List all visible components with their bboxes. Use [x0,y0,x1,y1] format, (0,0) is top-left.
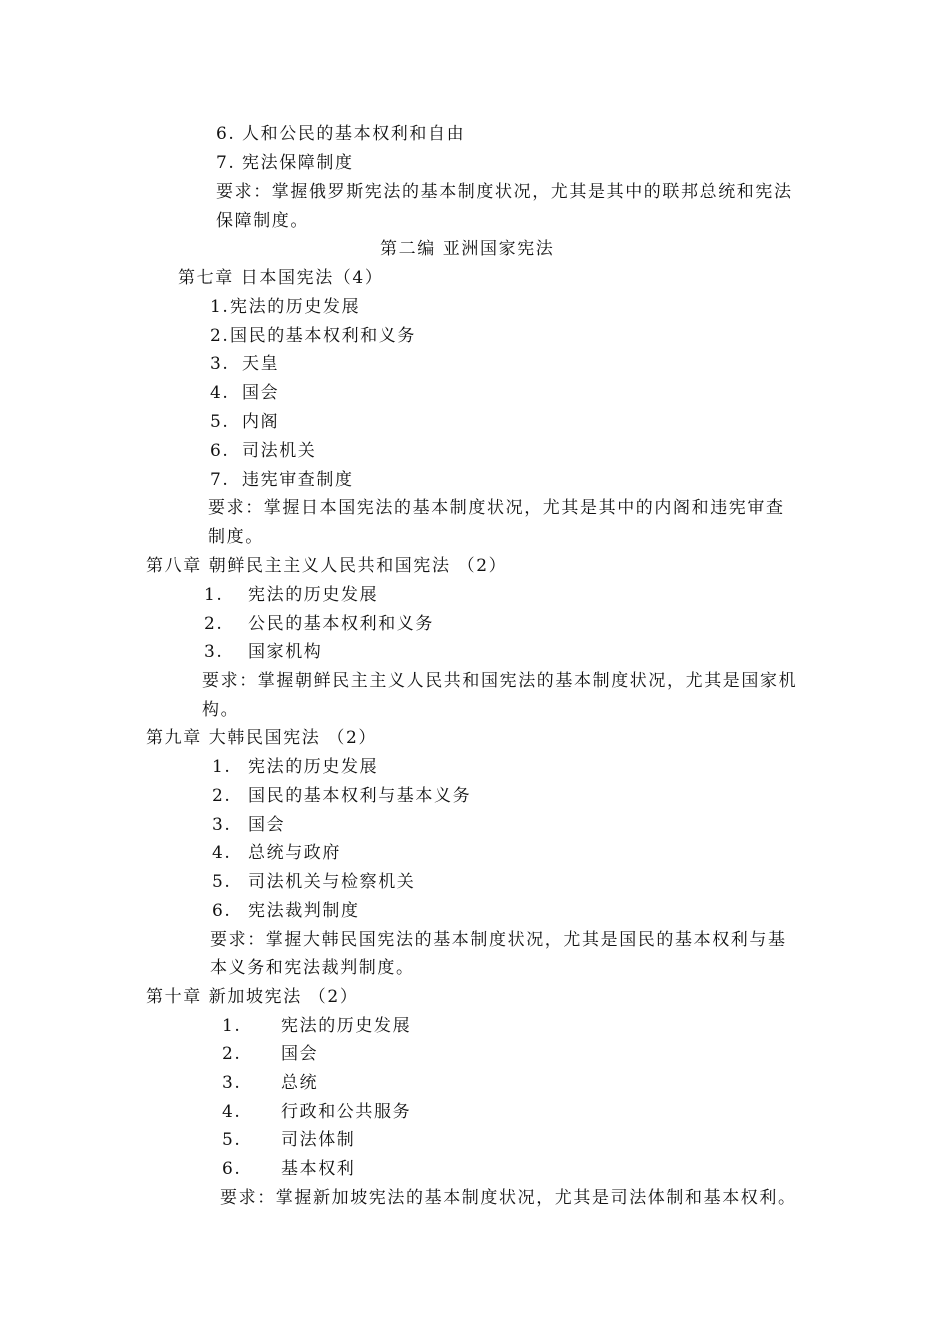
item-text: 国会 [248,815,286,835]
requirement-text-continued: 本义务和宪法裁判制度。 [210,958,415,978]
requirement-text: 要求：掌握朝鲜民主主义人民共和国宪法的基本制度状况，尤其是国家机 [202,671,798,691]
list-item [210,440,316,462]
list-item [222,1158,355,1180]
list-item [210,382,279,404]
requirement-text: 要求：掌握俄罗斯宪法的基本制度状况，尤其是其中的联邦总统和宪法 [216,182,793,202]
item-text: 国民的基本权利和义务 [230,326,416,346]
item-number: 2. [204,614,224,634]
list-item [222,1072,318,1094]
item-number: 5. [222,1130,242,1150]
item-number: 2. [222,1044,242,1064]
requirement-text-continued: 制度。 [208,527,264,547]
list-item [204,613,434,635]
list-item [212,842,341,864]
list-item [210,411,279,433]
item-number: 4. [210,383,230,403]
list-item [212,814,285,836]
requirement-text: 要求：掌握新加坡宪法的基本制度状况，尤其是司法体制和基本权利。 [220,1188,797,1208]
item-text: 宪法裁判制度 [248,901,360,921]
item-number: 3. [212,815,232,835]
item-number: 6. [216,124,236,144]
item-number: 4. [222,1102,242,1122]
item-text: 基本权利 [281,1159,356,1179]
item-text: 行政和公共服务 [281,1102,412,1122]
list-item [210,353,279,375]
item-number: 7. [216,153,236,173]
list-item [222,1043,318,1065]
item-text: 宪法的历史发展 [281,1016,412,1036]
list-item [222,1101,411,1123]
requirement-text-continued: 保障制度。 [216,211,309,231]
item-number: 6. [222,1159,242,1179]
requirement-text-continued: 构。 [202,700,240,720]
item-number: 6. [212,901,232,921]
list-item [204,641,322,663]
part-title: 第二编 亚洲国家宪法 [380,239,555,259]
item-text: 宪法保障制度 [242,153,354,173]
item-text: 国民的基本权利与基本义务 [248,786,472,806]
list-item [212,785,471,807]
item-number: 1. [212,757,232,777]
item-text: 宪法的历史发展 [248,585,379,605]
list-item [222,1015,411,1037]
item-number: 2. [212,786,232,806]
chapter-heading: 第八章 朝鲜民主主义人民共和国宪法 （2） [146,556,508,576]
item-text: 天皇 [242,354,280,374]
item-text: 国家机构 [248,642,323,662]
item-text: 司法机关与检察机关 [248,872,416,892]
item-text: 司法机关 [242,441,317,461]
chapter-heading: 第十章 新加坡宪法 （2） [146,987,359,1007]
item-number: 3. [222,1073,242,1093]
item-text: 人和公民的基本权利和自由 [242,124,466,144]
list-item [212,900,360,922]
chapter-heading: 第九章 大韩民国宪法 （2） [146,728,378,748]
requirement-text: 要求：掌握大韩民国宪法的基本制度状况，尤其是国民的基本权利与基 [210,930,787,950]
list-item [210,296,360,318]
list-item [216,152,354,174]
list-item [212,871,415,893]
item-number: 5. [212,872,232,892]
item-number: 2. [210,326,230,346]
list-item [204,584,378,606]
item-number: 3. [204,642,224,662]
list-item [222,1129,355,1151]
item-number: 1. [222,1016,242,1036]
item-text: 总统与政府 [248,843,341,863]
item-number: 5. [210,412,230,432]
list-item [216,123,465,145]
item-number: 6. [210,441,230,461]
item-text: 国会 [242,383,280,403]
list-item [212,756,378,778]
item-text: 公民的基本权利和义务 [248,614,434,634]
item-text: 国会 [281,1044,319,1064]
list-item [210,325,416,347]
list-item [210,469,354,491]
requirement-text: 要求：掌握日本国宪法的基本制度状况，尤其是其中的内阁和违宪审查 [208,498,785,518]
chapter-heading: 第七章 日本国宪法（4） [178,268,384,288]
item-text: 司法体制 [281,1130,356,1150]
item-text: 宪法的历史发展 [248,757,379,777]
item-number: 4. [212,843,232,863]
item-number: 1. [204,585,224,605]
item-number: 3. [210,354,230,374]
item-number: 1. [210,297,230,317]
item-number: 7. [210,470,230,490]
item-text: 违宪审查制度 [242,470,354,490]
item-text: 内阁 [242,412,280,432]
item-text: 总统 [281,1073,319,1093]
item-text: 宪法的历史发展 [230,297,361,317]
